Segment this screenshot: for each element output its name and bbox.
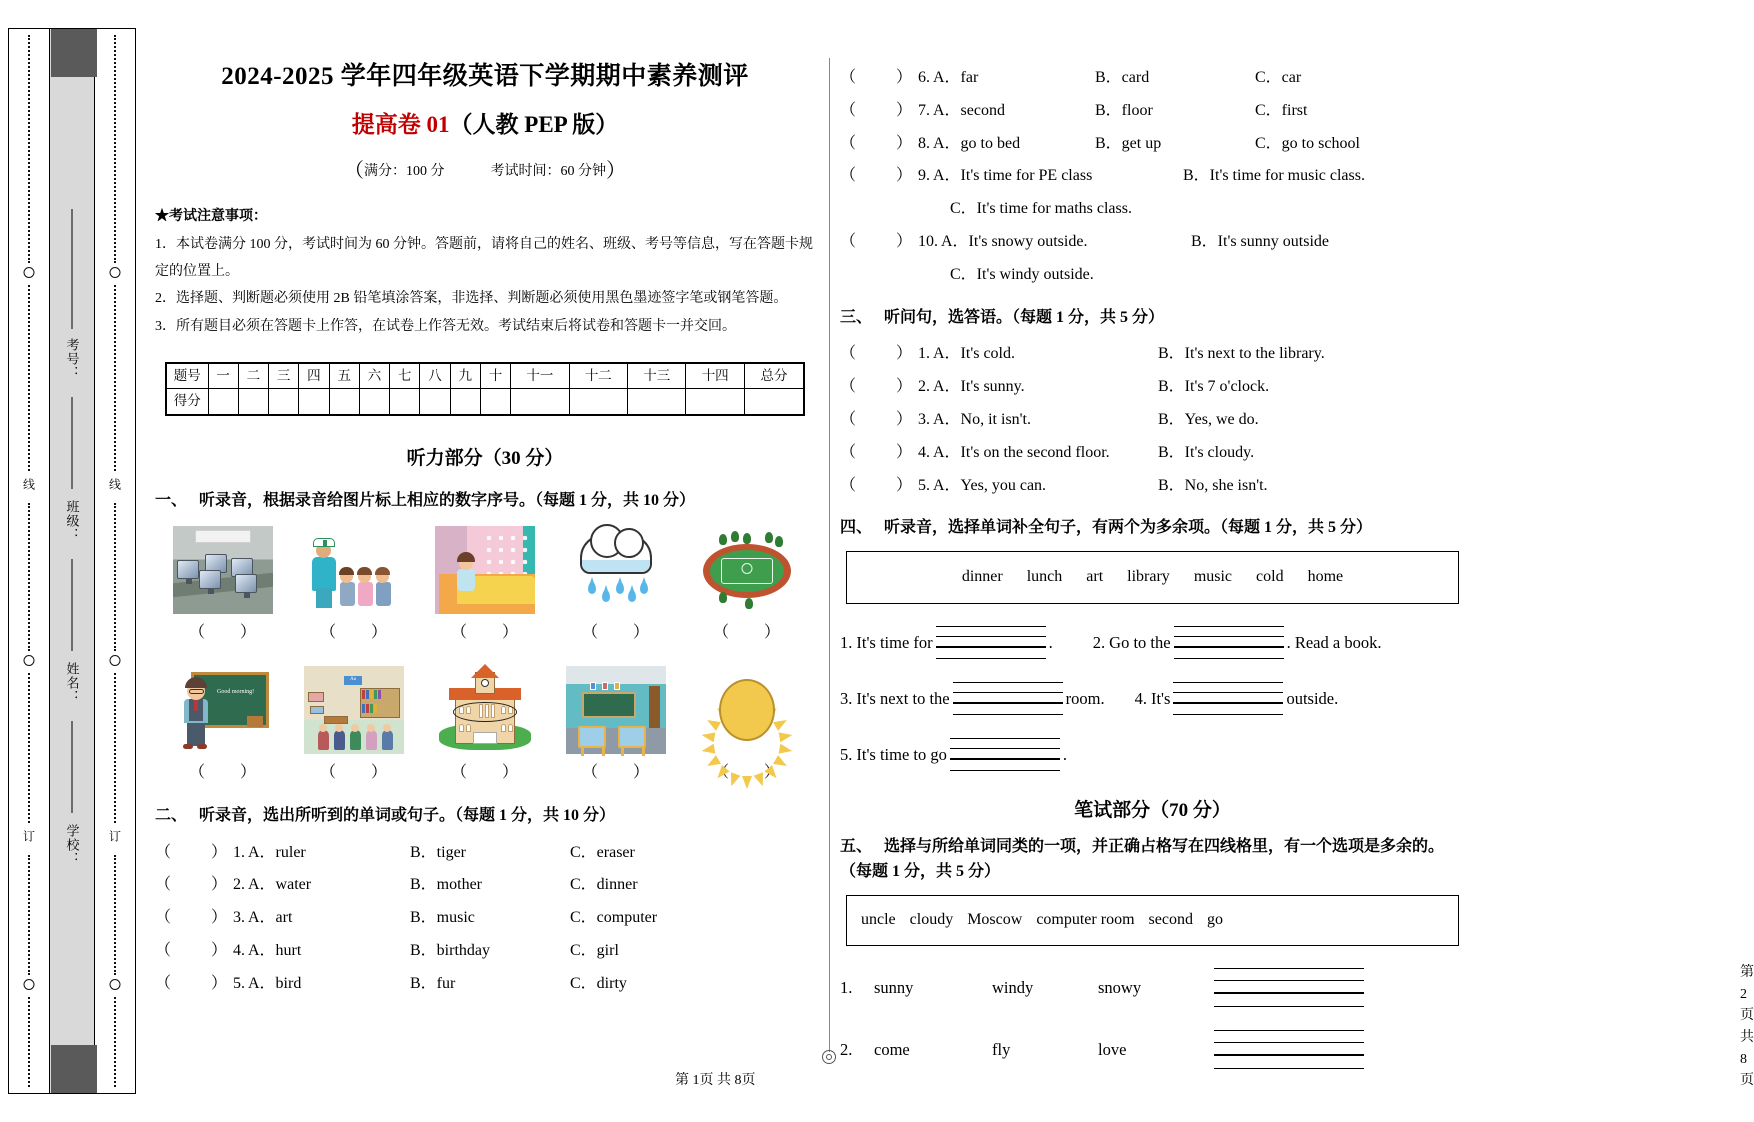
dotted-line-segment [28, 855, 30, 975]
word-bank-item[interactable]: second [1148, 910, 1193, 928]
item-number: 1. [840, 978, 853, 997]
score-col-header: 十一 [511, 363, 569, 389]
question-2-text: 听录音，选出所听到的单词或句子。（每题 1 分，共 10 分） [199, 806, 616, 824]
notes-heading: ★考试注意事项： [155, 209, 267, 225]
dotted-line-segment [114, 285, 116, 471]
option-a[interactable]: A．far [933, 69, 979, 86]
mc-item[interactable] [840, 404, 1465, 437]
answer-blank[interactable]: （ ） [840, 167, 913, 185]
mc-item[interactable] [155, 968, 815, 1001]
margin-mark-ding: 订 [21, 827, 38, 846]
picture-cell[interactable] [425, 526, 545, 646]
dotted-line-segment [28, 285, 30, 471]
option-c[interactable]: C．It's windy outside. [950, 265, 1094, 283]
score-table [165, 362, 805, 416]
mc-item[interactable] [840, 338, 1465, 371]
dotted-line-segment [28, 503, 30, 651]
question-5-number: 五、 [840, 838, 873, 856]
score-col-header: 三 [269, 363, 299, 389]
answer-blank[interactable]: （ ） [450, 763, 520, 781]
question-5-text: 选择与所给单词同类的一项，并正确占格写在四线格里，有一个选项是多余的。（每题 1 分，共 5 分） [840, 838, 1445, 881]
item-number: 5. [918, 476, 930, 494]
margin-write-rule [72, 559, 73, 651]
option-c[interactable]: C．car [1255, 69, 1302, 86]
full-score-label: 满分：100 分 [364, 164, 445, 180]
option-a[interactable]: A．It's time for PE class [933, 167, 1093, 185]
dotted-line-segment [114, 503, 116, 651]
margin-mark-ding-inner: 订 [107, 827, 124, 846]
page-2-footer: 第 2页 共 8页 [1740, 964, 1754, 1089]
answer-blank[interactable]: （ ） [319, 624, 389, 642]
score-col-header: 六 [359, 363, 389, 389]
option-c[interactable]: C．dinner [570, 876, 638, 894]
score-cell[interactable] [480, 389, 510, 415]
mc-item[interactable] [155, 935, 815, 968]
item-number: 8. [918, 134, 930, 152]
question-5-heading [840, 835, 1465, 885]
option-b[interactable]: B．It's sunny outside [1191, 232, 1330, 250]
score-col-header: 总分 [744, 363, 804, 389]
option-b[interactable]: B．fur [410, 974, 456, 992]
four-line-blank[interactable] [953, 682, 1063, 716]
margin-write-rule [72, 209, 73, 329]
score-cell[interactable] [390, 389, 420, 415]
option-b[interactable]: B．birthday [410, 941, 490, 959]
score-cell[interactable] [238, 389, 268, 415]
margin-circle [24, 267, 35, 278]
dotted-line-segment [114, 997, 116, 1087]
word-bank-item[interactable]: art [1086, 568, 1104, 586]
option-b[interactable]: B．tiger [410, 843, 466, 861]
word-option[interactable]: sunny [874, 978, 914, 997]
sentence-text: . [1062, 745, 1068, 765]
option-c[interactable]: C．eraser [570, 843, 635, 861]
question-4-text: 听录音，选择单词补全句子，有两个为多余项。（每题 1 分，共 5 分） [884, 519, 1373, 537]
written-part-title: 笔试部分（70 分） [1074, 799, 1231, 821]
mc-item[interactable] [840, 437, 1465, 470]
margin-mark-xian: 线 [21, 475, 38, 494]
picture-cell[interactable] [556, 526, 676, 646]
option-a[interactable]: A．It's snowy outside. [941, 232, 1088, 250]
word-option[interactable]: love [1098, 1040, 1127, 1059]
option-a[interactable]: A．go to bed [933, 134, 1021, 152]
score-cell[interactable] [628, 389, 686, 415]
binding-margin [8, 28, 136, 1094]
item-number: 2. [233, 876, 245, 894]
score-col-header: 十四 [686, 363, 744, 389]
score-col-header: 十 [480, 363, 510, 389]
mc-item[interactable] [840, 470, 1465, 503]
word-bank-item[interactable]: Moscow [967, 910, 1023, 928]
question-5-item-1 [840, 968, 1465, 1008]
answer-blank[interactable]: （ ） [155, 876, 228, 894]
margin-circle [110, 979, 121, 990]
picture-cell[interactable] [294, 526, 414, 646]
score-row-label: 得分 [166, 389, 208, 415]
margin-label-school: 学校： [63, 821, 82, 869]
item-number: 1. [918, 345, 930, 363]
question-3-heading [840, 306, 1465, 331]
option-b[interactable]: B．card [1095, 69, 1150, 86]
margin-write-rule [72, 721, 73, 813]
exam-meta [155, 156, 815, 187]
option-c[interactable]: C．computer [570, 909, 658, 927]
school-building-icon [435, 666, 535, 754]
page-1-footer: 第 1页 共 8页 [675, 1073, 756, 1089]
question-1-text: 听录音，根据录音给图片标上相应的数字序号。（每题 1 分，共 10 分） [199, 492, 696, 510]
item-number: 3. [233, 909, 245, 927]
item-number: 5. [233, 974, 245, 992]
answer-blank[interactable]: （ ） [840, 134, 913, 152]
sentence-text: room. [1065, 689, 1105, 709]
mc-item[interactable] [840, 371, 1465, 404]
four-line-blank[interactable] [936, 626, 1046, 660]
picture-cell[interactable] [425, 666, 545, 786]
answer-blank[interactable]: （ ） [712, 763, 782, 781]
sentence-text: outside. [1286, 689, 1339, 709]
question-4-number: 四、 [840, 519, 873, 537]
word-option[interactable]: windy [992, 978, 1034, 997]
option-b[interactable]: B．It's 7 o'clock. [1158, 378, 1270, 396]
library-icon [304, 666, 404, 754]
sentence-text: It's time for [856, 633, 933, 653]
girl-getting-up-icon [435, 526, 535, 614]
question-2-heading [155, 804, 815, 829]
picture-row-2 [155, 666, 815, 786]
score-cell[interactable] [299, 389, 329, 415]
question-3-text: 听问句，选答语。（每题 1 分，共 5 分） [884, 308, 1165, 326]
answer-blank[interactable]: （ ） [840, 232, 913, 250]
word-bank-item[interactable]: lunch [1026, 568, 1063, 586]
sports-field-icon [697, 526, 797, 614]
word-option[interactable]: fly [992, 1040, 1011, 1059]
margin-outer-dotted-column [9, 29, 49, 1093]
option-b[interactable]: B．No, she isn't. [1158, 476, 1268, 494]
picture-cell[interactable] [687, 666, 807, 786]
answer-blank[interactable]: （ ） [581, 624, 651, 642]
item-number: 1. [233, 843, 245, 861]
picture-cell[interactable] [163, 526, 283, 646]
teacher-blackboard-icon: Good morning! [173, 666, 273, 754]
score-cell[interactable] [450, 389, 480, 415]
option-c[interactable]: C．first [1255, 101, 1308, 119]
option-c[interactable]: C．dirty [570, 974, 627, 992]
page-1 [155, 0, 815, 1122]
answer-blank[interactable]: （ ） [840, 443, 913, 461]
option-b[interactable]: B．floor [1095, 101, 1153, 119]
margin-circle [24, 979, 35, 990]
option-a[interactable]: A．hurt [248, 941, 302, 959]
item-number: 3. [840, 689, 853, 709]
four-line-blank[interactable] [1173, 682, 1283, 716]
question-5-item-2 [840, 1030, 1465, 1070]
sentence-text: Go to the [1109, 633, 1171, 653]
option-a[interactable]: A．It's cold. [933, 345, 1015, 363]
dotted-line-segment [28, 35, 30, 263]
sentence-text: . [1048, 633, 1053, 653]
margin-top-block [51, 29, 97, 77]
picture-cell[interactable] [556, 666, 676, 786]
option-b[interactable]: B．It's cloudy. [1158, 443, 1255, 461]
score-col-header: 一 [208, 363, 238, 389]
margin-info-column [49, 29, 95, 1093]
question-4-heading [840, 516, 1465, 541]
item-number: 2. [1092, 633, 1106, 653]
sentence-text: It's time to go [856, 745, 947, 765]
note-item: 1．本试卷满分 100 分，考试时间为 60 分钟。答题前，请将自己的姓名、班级、考号等信息，写在答题卡规定的位置上。 [155, 236, 813, 279]
computer-room-icon [173, 526, 273, 614]
exam-time-label: 考试时间：60 分钟 [490, 164, 606, 180]
margin-label-exam-number: 考号： [63, 335, 82, 383]
word-bank-item[interactable]: cloudy [909, 910, 954, 928]
answer-blank[interactable]: （ ） [840, 345, 913, 363]
item-number: 9. [918, 167, 930, 185]
question-2-number: 二、 [155, 806, 188, 824]
score-cell[interactable] [686, 389, 744, 415]
sun-icon [697, 666, 797, 754]
score-row-label: 题号 [166, 363, 208, 389]
score-cell[interactable] [511, 389, 569, 415]
four-line-blank[interactable] [950, 738, 1060, 772]
question-2-options-left [155, 837, 815, 1001]
page-2 [840, 0, 1754, 1122]
word-option[interactable]: snowy [1098, 978, 1142, 997]
word-bank-item[interactable]: go [1206, 910, 1223, 928]
note-item: 2．选择题、判断题必须使用 2B 铅笔填涂答案，非选择、判断题必须使用黑色墨迹签字笔或钢笔答题。 [155, 291, 788, 307]
answer-blank[interactable]: （ ） [155, 974, 228, 992]
question-3-options [840, 338, 1465, 502]
score-col-header: 十二 [569, 363, 627, 389]
item-number: 1. [840, 633, 853, 653]
answer-blank[interactable]: （ ） [188, 624, 258, 642]
option-b[interactable]: B．It's next to the library. [1158, 345, 1325, 363]
word-option[interactable]: come [874, 1040, 910, 1059]
word-bank-item[interactable]: home [1307, 568, 1344, 586]
divider-circle-icon [822, 1050, 836, 1064]
question-4-line-3 [840, 738, 1465, 772]
mc-item[interactable] [155, 902, 815, 935]
note-item: 3．所有题目必须在答题卡上作答，在试卷上作答无效。考试结束后将试卷和答题卡一并交回。 [155, 318, 736, 334]
answer-blank[interactable]: （ ） [840, 101, 913, 119]
item-number: 7. [918, 101, 930, 119]
score-cell[interactable] [420, 389, 450, 415]
score-col-header: 七 [390, 363, 420, 389]
picture-cell[interactable] [163, 666, 283, 786]
option-a[interactable]: A．art [248, 909, 293, 927]
option-c[interactable]: C．go to school [1255, 134, 1360, 152]
word-bank-item[interactable]: computer room [1036, 910, 1135, 928]
margin-label-class: 班级： [63, 497, 82, 545]
table-row-scores [166, 389, 804, 415]
dotted-line-segment [28, 997, 30, 1087]
word-bank-item[interactable]: cold [1256, 568, 1284, 586]
mc-item[interactable] [840, 95, 1465, 128]
table-row-question-numbers [166, 363, 804, 389]
item-number: 4. [1134, 689, 1147, 709]
page-divider [829, 58, 830, 1052]
word-bank-item[interactable]: dinner [961, 568, 1003, 586]
question-1-number: 一、 [155, 492, 188, 510]
sentence-text: . Read a book. [1286, 633, 1382, 653]
margin-circle [110, 655, 121, 666]
answer-blank[interactable]: （ ） [155, 843, 228, 861]
margin-inner-dotted-column [95, 29, 135, 1093]
dotted-line-segment [114, 673, 116, 823]
score-col-header: 八 [420, 363, 450, 389]
paper-version-label: 提高卷 01 [351, 111, 450, 137]
page-title: 2024-2025 学年四年级英语下学期期中素养测评 [221, 63, 749, 90]
word-bank-item[interactable]: library [1127, 568, 1170, 586]
picture-cell[interactable] [687, 526, 807, 646]
mc-item[interactable] [840, 226, 1465, 259]
paper-subtitle [155, 107, 815, 143]
item-number: 10. [918, 232, 938, 250]
score-cell[interactable] [359, 389, 389, 415]
margin-circle [24, 655, 35, 666]
score-col-header: 四 [299, 363, 329, 389]
answer-blank[interactable]: （ ） [155, 909, 228, 927]
four-line-blank[interactable] [1214, 968, 1364, 1008]
dotted-line-segment [114, 35, 116, 263]
item-number: 3. [918, 410, 930, 428]
question-5-word-bank [846, 895, 1459, 946]
option-a[interactable]: A．No, it isn't. [933, 410, 1032, 428]
margin-label-name: 姓名： [63, 659, 82, 707]
option-a[interactable]: A．ruler [248, 843, 306, 861]
option-a[interactable]: A．It's sunny. [933, 378, 1025, 396]
score-col-header: 五 [329, 363, 359, 389]
paren-close: ） [606, 160, 626, 183]
option-a[interactable]: A．bird [248, 974, 302, 992]
sentence-text: It's next to the [856, 689, 950, 709]
question-4-word-bank [846, 551, 1459, 604]
score-cell[interactable] [208, 389, 238, 415]
option-b[interactable]: B．mother [410, 876, 482, 894]
question-3-number: 三、 [840, 308, 873, 326]
option-a[interactable]: A．water [248, 876, 312, 894]
score-cell[interactable] [269, 389, 299, 415]
option-b[interactable]: B．music [410, 909, 475, 927]
listening-part-title: 听力部分（30 分） [406, 447, 564, 469]
option-b[interactable]: B．Yes, we do. [1158, 410, 1259, 428]
rainy-cloud-icon [566, 526, 666, 614]
dotted-line-segment [28, 673, 30, 823]
answer-blank[interactable]: （ ） [155, 941, 228, 959]
item-number: 4. [918, 443, 930, 461]
picture-row-1 [155, 526, 815, 646]
option-b[interactable]: B．get up [1095, 134, 1162, 152]
answer-blank[interactable]: （ ） [840, 410, 913, 428]
mc-item[interactable] [840, 160, 1465, 193]
answer-blank[interactable]: （ ） [319, 763, 389, 781]
exam-notes [155, 203, 815, 339]
margin-mark-xian-inner: 线 [107, 475, 124, 494]
item-number: 2. [918, 378, 930, 396]
question-1-heading [155, 489, 815, 514]
sentence-text: It's [1150, 689, 1171, 709]
margin-circle [110, 267, 121, 278]
mc-item[interactable] [155, 869, 815, 902]
four-line-blank[interactable] [1174, 626, 1284, 660]
score-cell[interactable] [744, 389, 804, 415]
question-4-line-2 [840, 682, 1465, 716]
margin-write-rule [72, 397, 73, 489]
score-col-header: 九 [450, 363, 480, 389]
item-number: 4. [233, 941, 245, 959]
option-a[interactable]: A．Yes, you can. [933, 476, 1047, 494]
item-number: 2. [840, 1040, 853, 1059]
item-number: 5. [840, 745, 853, 765]
option-a[interactable]: A．second [933, 101, 1005, 119]
mc-item[interactable] [840, 62, 1465, 95]
item-number: 6. [918, 69, 930, 86]
option-b[interactable]: B．It's time for music class. [1183, 167, 1365, 185]
question-2-options-right [840, 62, 1465, 292]
paper-edition-label: （人教 PEP 版） [449, 111, 619, 137]
answer-blank[interactable]: （ ） [840, 69, 913, 86]
score-cell[interactable] [329, 389, 359, 415]
score-cell[interactable] [569, 389, 627, 415]
margin-bottom-block [51, 1045, 97, 1093]
word-bank-item[interactable]: music [1193, 568, 1233, 586]
question-4-line-1 [840, 626, 1465, 660]
option-c[interactable]: C．girl [570, 941, 619, 959]
option-c[interactable]: C．It's time for maths class. [950, 200, 1132, 218]
answer-blank[interactable]: （ ） [840, 476, 913, 494]
answer-blank[interactable]: （ ） [712, 624, 782, 642]
answer-blank[interactable]: （ ） [450, 624, 520, 642]
score-col-header: 十三 [628, 363, 686, 389]
picture-cell[interactable] [294, 666, 414, 786]
option-a[interactable]: A．It's on the second floor. [933, 443, 1110, 461]
answer-blank[interactable]: （ ） [581, 763, 651, 781]
dotted-line-segment [114, 855, 116, 975]
mc-item[interactable] [155, 837, 815, 870]
paren-open: （ [344, 160, 364, 183]
library-sign-icon: Aa [344, 676, 362, 685]
answer-blank[interactable]: （ ） [840, 378, 913, 396]
word-bank-item[interactable]: uncle [861, 910, 896, 928]
answer-blank[interactable]: （ ） [188, 763, 258, 781]
art-room-icon [566, 666, 666, 754]
mc-item[interactable] [840, 128, 1465, 161]
score-col-header: 二 [238, 363, 268, 389]
four-line-blank[interactable] [1214, 1030, 1364, 1070]
doctor-and-children-icon [304, 526, 404, 614]
